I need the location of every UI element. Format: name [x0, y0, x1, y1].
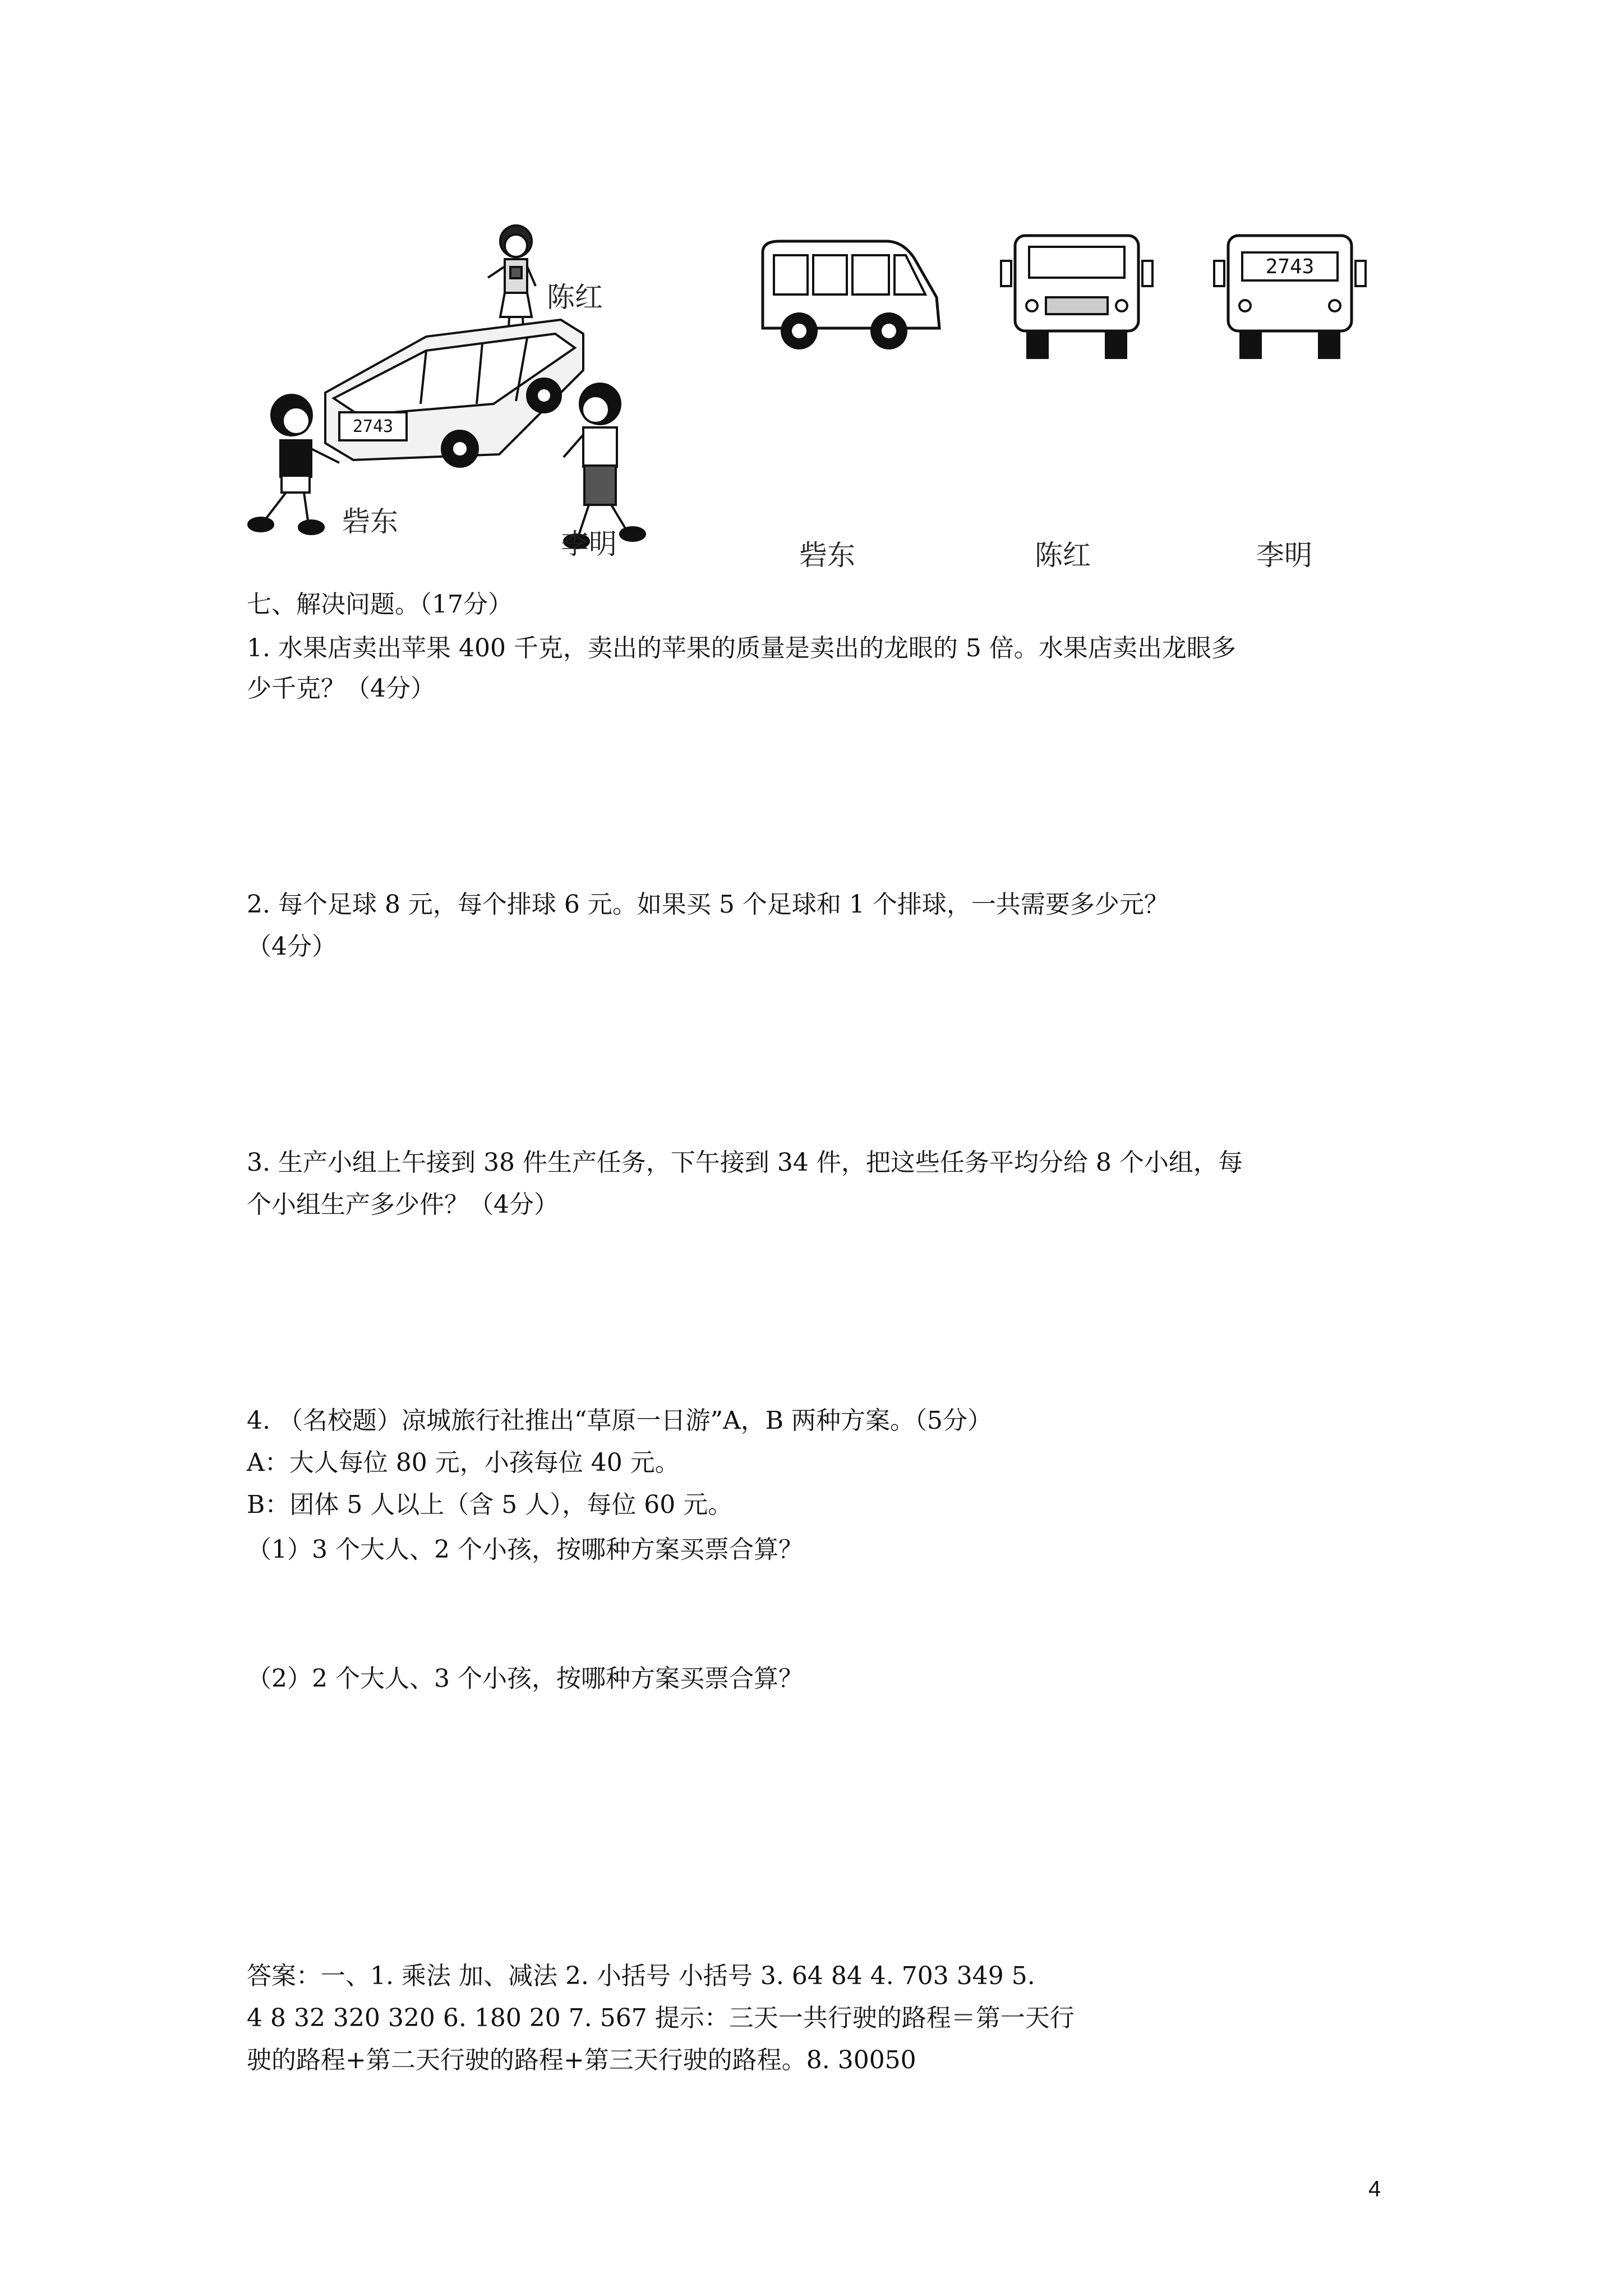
section-title: 七、解决问题。（17分） [247, 590, 513, 619]
answers-line-1: 答案：一、1. 乘法 加、减法 2. 小括号 小括号 3. 64 84 4. 703 349 5. [247, 1962, 1035, 1990]
scene-illustration [241, 219, 690, 567]
problem-4-question-1: （1）3 个大人、2 个小孩，按哪种方案买票合算？ [247, 1535, 803, 1564]
back-view [1211, 230, 1368, 365]
problem-4-option-b: B：团体 5 人以上（含 5 人），每位 60 元。 [247, 1490, 733, 1519]
problem-1-line-1: 1. 水果店卖出苹果 400 千克，卖出的苹果的质量是卖出的龙眼的 5 倍。水果店卖出龙眼多 [247, 634, 1236, 662]
view-label-liming: 李明 [1256, 539, 1312, 572]
problem-3-line-2: 个小组生产多少件？（4分） [247, 1190, 559, 1219]
problem-4-option-a: A：大人每位 80 元，小孩每位 40 元。 [247, 1448, 680, 1477]
label-liming: 李明 [561, 528, 617, 560]
label-chenhong: 陈红 [547, 281, 603, 314]
answers-line-2: 4 8 32 320 320 6. 180 20 7. 567 提示：三天一共行驶的路程＝第一天行 [247, 2004, 1075, 2032]
problem-3-line-1: 3. 生产小组上午接到 38 件生产任务，下午接到 34 件，把这些任务平均分给 8 个小组，每 [247, 1148, 1243, 1177]
problem-4-question-2: （2）2 个大人、3 个小孩，按哪种方案买票合算？ [247, 1664, 803, 1693]
scene-plate: 2743 [352, 417, 394, 436]
label-zidong: 砦东 [342, 505, 398, 538]
car-drawing [325, 320, 583, 467]
back-plate: 2743 [1265, 255, 1315, 278]
page-number: 4 [1368, 2177, 1381, 2201]
problem-2-line-1: 2. 每个足球 8 元，每个排球 6 元。如果买 5 个足球和 1 个排球，一共需要多少元？ [247, 890, 1169, 919]
scene-drawing [241, 219, 690, 567]
front-view-drawing [998, 230, 1155, 365]
view-label-chenhong: 陈红 [1035, 539, 1091, 572]
problem-4-line-1: 4. （名校题）凉城旅行社推出“草原一日游”A，B 两种方案。（5分） [247, 1406, 993, 1435]
side-view-drawing [757, 236, 948, 359]
answers-line-3: 驶的路程+第二天行驶的路程+第三天行驶的路程。8. 30050 [247, 2046, 916, 2074]
problem-2-line-2: （4分） [247, 932, 336, 961]
girl-figure [488, 226, 536, 339]
view-label-zidong: 砦东 [799, 539, 855, 572]
back-view-drawing [1211, 230, 1368, 365]
problem-1-line-2: 少千克？（4分） [247, 674, 435, 703]
front-view [998, 230, 1155, 365]
side-view [757, 236, 948, 359]
